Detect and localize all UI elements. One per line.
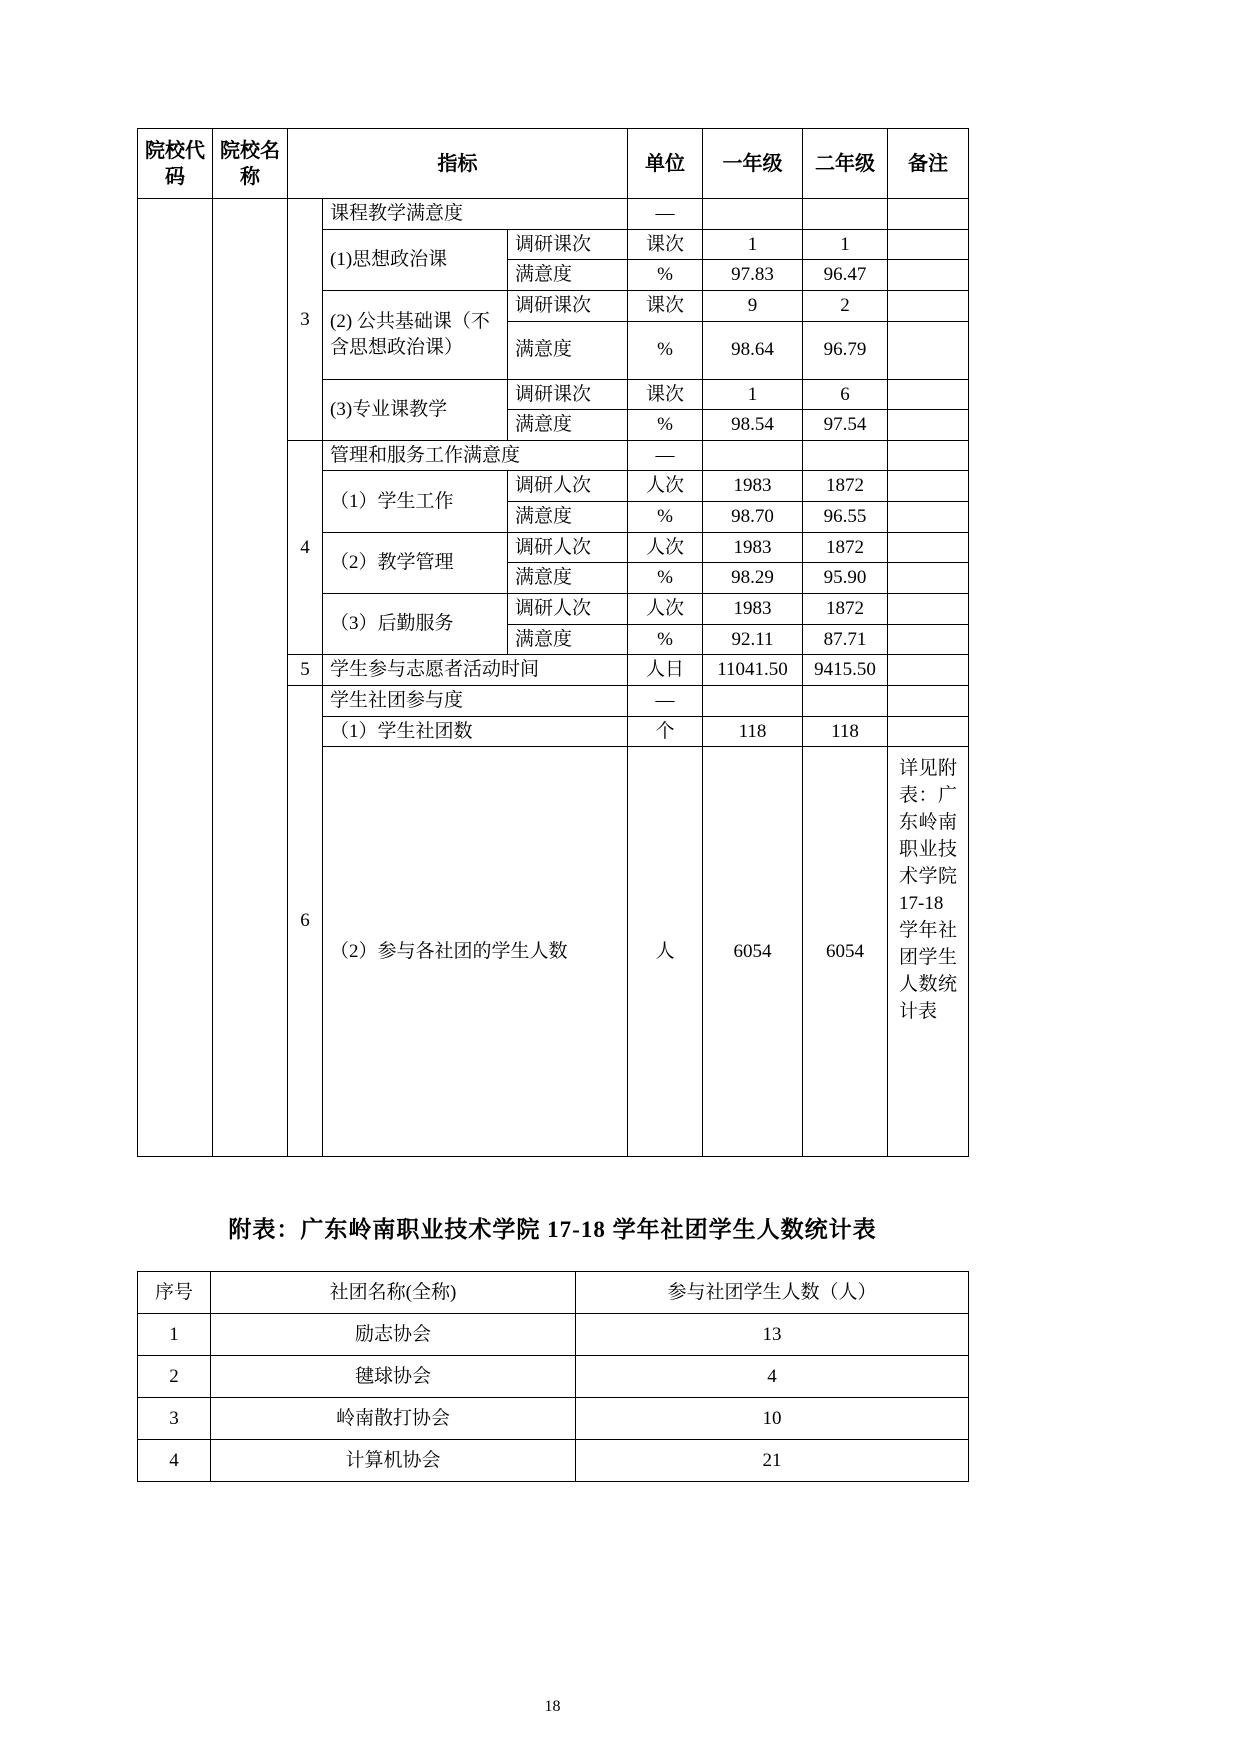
table-row (138, 1314, 969, 1356)
grade1-value: 92.11 (703, 624, 803, 655)
grade2-value: 96.79 (803, 321, 888, 379)
section-number: 5 (288, 655, 323, 686)
section-number: 3 (288, 199, 323, 441)
section-title: （1）学生社团数 (323, 716, 628, 747)
header-grade1: 一年级 (703, 129, 803, 199)
indicator-table (137, 128, 969, 1157)
club-name-cell: 励志协会 (211, 1314, 576, 1356)
header-college-code: 院校代码 (138, 129, 213, 199)
indicator-sub: 调研课次 (508, 229, 628, 260)
section-title: 课程教学满意度 (323, 199, 628, 230)
indicator-group: （1）学生工作 (323, 471, 508, 532)
unit-cell: 人日 (628, 655, 703, 686)
indicator-group: (3)专业课教学 (323, 379, 508, 440)
indicator-sub: 调研人次 (508, 471, 628, 502)
unit-cell: 人 (628, 747, 703, 1157)
remark-cell: 详见附表：广东岭南职业技术学院17-18学年社团学生人数统计表 (888, 747, 969, 1157)
grade2-value (803, 685, 888, 716)
header-college-name: 院校名称 (213, 129, 288, 199)
grade1-value: 1 (703, 229, 803, 260)
grade1-value: 1 (703, 379, 803, 410)
unit-cell: — (628, 685, 703, 716)
grade2-value: 96.47 (803, 260, 888, 291)
table-row (138, 1440, 969, 1482)
club-table-header-row (138, 1272, 969, 1314)
club-name-cell: 计算机协会 (211, 1440, 576, 1482)
table-row (138, 1356, 969, 1398)
remark-cell (888, 624, 969, 655)
indicator-group: (1)思想政治课 (323, 229, 508, 290)
grade2-value: 1872 (803, 471, 888, 502)
remark-cell (888, 321, 969, 379)
grade1-value: 98.29 (703, 563, 803, 594)
serial-cell: 1 (138, 1314, 211, 1356)
indicator-sub: 调研人次 (508, 532, 628, 563)
indicator-sub: 调研课次 (508, 379, 628, 410)
grade1-value (703, 685, 803, 716)
remark-cell (888, 502, 969, 533)
club-count-cell: 13 (576, 1314, 969, 1356)
grade2-value: 9415.50 (803, 655, 888, 686)
unit-cell: 课次 (628, 379, 703, 410)
indicator-sub: 满意度 (508, 502, 628, 533)
grade1-value: 9 (703, 290, 803, 321)
indicator-sub: 满意度 (508, 563, 628, 594)
unit-cell: 个 (628, 716, 703, 747)
unit-cell: % (628, 260, 703, 291)
serial-cell: 4 (138, 1440, 211, 1482)
grade2-value: 95.90 (803, 563, 888, 594)
unit-cell: % (628, 410, 703, 441)
serial-cell: 3 (138, 1398, 211, 1440)
college-name-cell (213, 199, 288, 1157)
grade1-value: 1983 (703, 532, 803, 563)
header-remark: 备注 (888, 129, 969, 199)
grade1-value: 118 (703, 716, 803, 747)
remark-cell (888, 290, 969, 321)
unit-cell: % (628, 563, 703, 594)
grade2-value: 6 (803, 379, 888, 410)
unit-cell: 人次 (628, 532, 703, 563)
document-content (137, 128, 968, 1482)
indicator-sub: 满意度 (508, 321, 628, 379)
indicator-group: （2）教学管理 (323, 532, 508, 593)
unit-cell: % (628, 321, 703, 379)
unit-cell: 课次 (628, 229, 703, 260)
header-serial: 序号 (138, 1272, 211, 1314)
grade2-value (803, 440, 888, 471)
remark-cell (888, 410, 969, 441)
section-number: 6 (288, 685, 323, 1156)
remark-cell (888, 199, 969, 230)
serial-cell: 2 (138, 1356, 211, 1398)
unit-cell: — (628, 199, 703, 230)
header-unit: 单位 (628, 129, 703, 199)
remark-cell (888, 655, 969, 686)
indicator-group: (2) 公共基础课（不含思想政治课） (323, 290, 508, 379)
grade2-value: 6054 (803, 747, 888, 1157)
unit-cell: — (628, 440, 703, 471)
page-number: 18 (544, 1698, 561, 1715)
grade2-value: 97.54 (803, 410, 888, 441)
appendix-caption: 附表：广东岭南职业技术学院 17-18 学年社团学生人数统计表 (228, 1217, 877, 1243)
college-code-cell (138, 199, 213, 1157)
section-title: 学生社团参与度 (323, 685, 628, 716)
header-club-name: 社团名称(全称) (211, 1272, 576, 1314)
unit-cell: 人次 (628, 594, 703, 625)
grade2-value: 1872 (803, 594, 888, 625)
remark-cell (888, 594, 969, 625)
remark-cell (888, 685, 969, 716)
grade2-value: 96.55 (803, 502, 888, 533)
club-count-cell: 4 (576, 1356, 969, 1398)
header-indicator: 指标 (288, 129, 628, 199)
grade1-value (703, 199, 803, 230)
grade1-value: 6054 (703, 747, 803, 1157)
grade2-value: 118 (803, 716, 888, 747)
unit-cell: 人次 (628, 471, 703, 502)
grade2-value (803, 199, 888, 230)
grade1-value: 98.64 (703, 321, 803, 379)
remark-cell (888, 532, 969, 563)
section-title: 学生参与志愿者活动时间 (323, 655, 628, 686)
table-row (138, 199, 969, 230)
grade2-value: 1872 (803, 532, 888, 563)
indicator-sub: 满意度 (508, 260, 628, 291)
unit-cell: % (628, 502, 703, 533)
header-club-count: 参与社团学生人数（人） (576, 1272, 969, 1314)
table-header-row (138, 129, 969, 199)
grade2-value: 2 (803, 290, 888, 321)
club-name-cell: 岭南散打协会 (211, 1398, 576, 1440)
unit-cell: 课次 (628, 290, 703, 321)
grade1-value: 1983 (703, 471, 803, 502)
club-table (137, 1271, 969, 1482)
section-title: 管理和服务工作满意度 (323, 440, 628, 471)
remark-cell (888, 563, 969, 594)
grade1-value: 1983 (703, 594, 803, 625)
table-row (138, 1398, 969, 1440)
grade2-value: 87.71 (803, 624, 888, 655)
indicator-sub: 满意度 (508, 410, 628, 441)
grade2-value: 1 (803, 229, 888, 260)
remark-cell (888, 379, 969, 410)
grade1-value: 98.70 (703, 502, 803, 533)
indicator-sub: 调研人次 (508, 594, 628, 625)
club-count-cell: 10 (576, 1398, 969, 1440)
indicator-group: （3）后勤服务 (323, 594, 508, 655)
section-title: （2）参与各社团的学生人数 (323, 747, 628, 1157)
remark-cell (888, 440, 969, 471)
indicator-sub: 满意度 (508, 624, 628, 655)
unit-cell: % (628, 624, 703, 655)
club-name-cell: 毽球协会 (211, 1356, 576, 1398)
grade1-value: 11041.50 (703, 655, 803, 686)
section-number: 4 (288, 440, 323, 654)
remark-cell (888, 471, 969, 502)
grade1-value: 97.83 (703, 260, 803, 291)
header-grade2: 二年级 (803, 129, 888, 199)
club-count-cell: 21 (576, 1440, 969, 1482)
remark-cell (888, 229, 969, 260)
grade1-value (703, 440, 803, 471)
remark-cell (888, 716, 969, 747)
grade1-value: 98.54 (703, 410, 803, 441)
remark-cell (888, 260, 969, 291)
indicator-sub: 调研课次 (508, 290, 628, 321)
